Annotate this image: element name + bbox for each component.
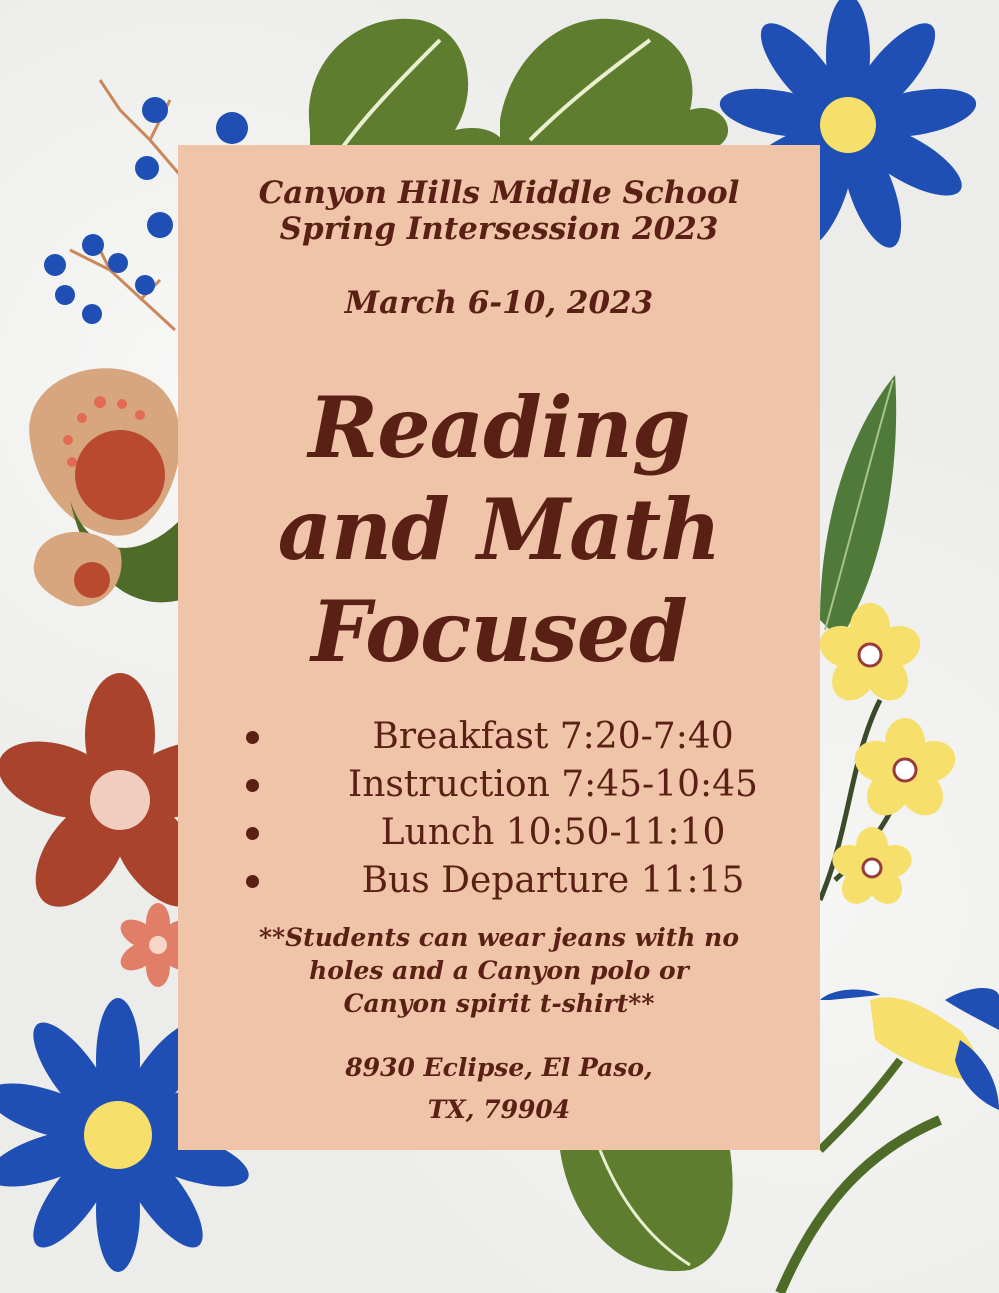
- schedule-item-breakfast: Breakfast 7:20-7:40: [238, 713, 798, 761]
- address-line-1: 8930 Eclipse, El Paso,: [345, 1053, 653, 1082]
- dress-code-note: [174, 921, 824, 1020]
- leaf-top-right: [500, 19, 728, 145]
- headline-line-1: Reading: [308, 378, 690, 477]
- headline-line-2: and Math: [277, 480, 721, 579]
- dress-code-line-2: holes and a Canyon polo or: [309, 956, 689, 985]
- schedule-item-lunch: Lunch 10:50-11:10: [238, 809, 798, 857]
- event-dates: March 6-10, 2023: [344, 285, 654, 321]
- peach-flower-left: [29, 368, 180, 606]
- school-address: [178, 1047, 820, 1131]
- schedule-list: [238, 713, 798, 905]
- dress-code-line-3: Canyon spirit t-shirt**: [343, 989, 655, 1018]
- address-line-2: TX, 79904: [427, 1095, 571, 1124]
- headline: [178, 377, 820, 683]
- schedule-item-instruction: Instruction 7:45-10:45: [238, 761, 798, 809]
- session-name: Spring Intersession 2023: [279, 211, 719, 247]
- yellow-flowers-right: [814, 603, 960, 911]
- flyer-card: [178, 145, 820, 1150]
- school-heading: [178, 175, 820, 247]
- fern-leaf-right: [820, 375, 896, 640]
- leaf-bottom-center: [560, 1150, 733, 1271]
- school-name: Canyon Hills Middle School: [258, 175, 740, 211]
- headline-line-3: Focused: [311, 582, 687, 681]
- dress-code-line-1: **Students can wear jeans with no: [258, 923, 740, 952]
- schedule-item-bus: Bus Departure 11:15: [238, 857, 798, 905]
